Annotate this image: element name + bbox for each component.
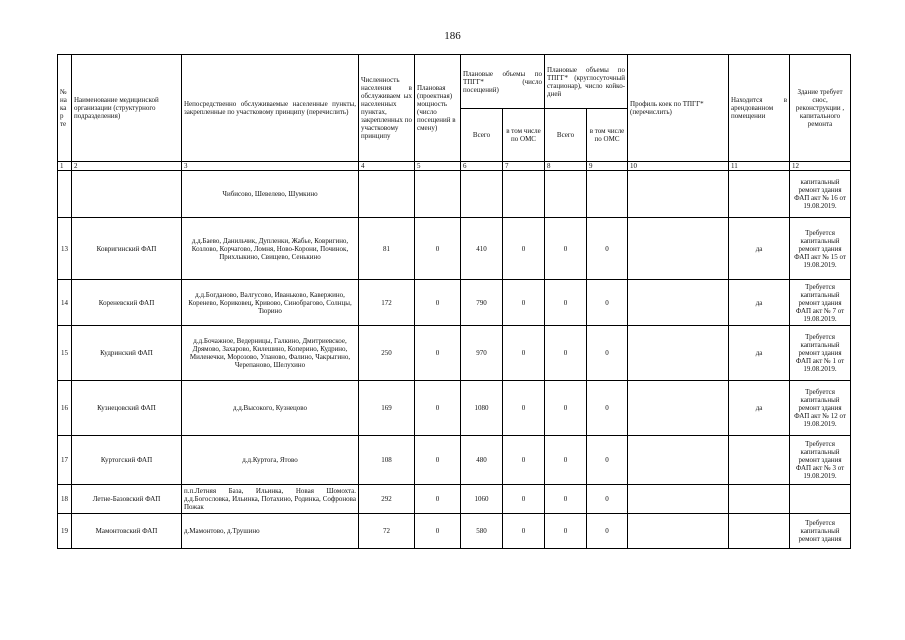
row-population: 292 <box>359 485 415 514</box>
row-building: Требуется капитальный ремонт здания ФАП акт № 7 от 19.08.2019. <box>790 280 851 326</box>
header-row <box>58 55 851 109</box>
row-beds-oms: 0 <box>587 280 628 326</box>
col-number: 3 <box>182 162 359 171</box>
row-rented: да <box>729 280 790 326</box>
header-settlements: Непосредственно обслуживаемые населенные пункты, закрепленные по участковому принципу (перечислить) <box>182 55 359 162</box>
header-visits-oms: в том числе по ОМС <box>503 109 545 162</box>
row-building: капитальный ремонт здания ФАП акт № 16 от 19.08.2019. <box>790 171 851 218</box>
col-number: 4 <box>359 162 415 171</box>
row-population: 172 <box>359 280 415 326</box>
row-org: Летне-Базовский ФАП <box>72 485 182 514</box>
row-visits-total: 410 <box>461 218 503 280</box>
header-visits-total: Всего <box>461 109 503 162</box>
row-building: Требуется капитальный ремонт здания ФАП акт № 3 от 19.08.2019. <box>790 436 851 485</box>
row-visits-total: 580 <box>461 514 503 549</box>
row-visits-oms: 0 <box>503 218 545 280</box>
row-population: 169 <box>359 381 415 436</box>
row-settlements: п.п.Летняя База, Ильинка, Новая Шомохта. д.д.Богословка, Ильинка, Потахино, Родинка, Софронова Пожак <box>182 485 359 514</box>
row-rented <box>729 436 790 485</box>
row-beds-oms <box>587 171 628 218</box>
col-number: 10 <box>628 162 729 171</box>
table-row <box>58 326 851 381</box>
row-org: Мамонтовский ФАП <box>72 514 182 549</box>
row-beds-oms: 0 <box>587 436 628 485</box>
col-number: 1 <box>58 162 72 171</box>
row-rented: да <box>729 218 790 280</box>
row-profile <box>628 514 729 549</box>
row-num: 13 <box>58 218 72 280</box>
header-visits-group: Плановые объемы по ТПГГ* (число посещений) <box>461 55 545 109</box>
row-beds-oms: 0 <box>587 218 628 280</box>
row-beds-oms: 0 <box>587 381 628 436</box>
header-beds-oms: в том числе по ОМС <box>587 109 628 162</box>
row-capacity: 0 <box>415 514 461 549</box>
table-row <box>58 514 851 549</box>
row-beds-total: 0 <box>545 514 587 549</box>
row-population: 108 <box>359 436 415 485</box>
col-number: 2 <box>72 162 182 171</box>
col-number: 5 <box>415 162 461 171</box>
header-capacity: Плановая (проектная) мощность (число посещений в смену) <box>415 55 461 162</box>
row-visits-total: 970 <box>461 326 503 381</box>
row-capacity: 0 <box>415 381 461 436</box>
row-beds-total: 0 <box>545 280 587 326</box>
table-row <box>58 381 851 436</box>
row-visits-oms: 0 <box>503 326 545 381</box>
header-rented: Находится в арендованном помещении <box>729 55 790 162</box>
row-capacity: 0 <box>415 280 461 326</box>
header-org: Наименование медицинской организации (структурного подразделения) <box>72 55 182 162</box>
row-rented <box>729 171 790 218</box>
row-org: Кузнецовский ФАП <box>72 381 182 436</box>
row-beds-total: 0 <box>545 381 587 436</box>
table-row <box>58 171 851 218</box>
header-building: Здание требует снос, реконструкции , капитального ремонта <box>790 55 851 162</box>
row-capacity: 0 <box>415 218 461 280</box>
row-settlements: д.д.Баево, Данильчик, Дупленки, Жабье, Ковригино, Козлово, Корчагово, Ломня, Ново-Корони, Починок, Прихлыкино, Свищево, Сенькино <box>182 218 359 280</box>
row-beds-total <box>545 171 587 218</box>
row-num: 17 <box>58 436 72 485</box>
row-visits-oms: 0 <box>503 280 545 326</box>
header-beds-total: Всего <box>545 109 587 162</box>
row-capacity: 0 <box>415 485 461 514</box>
row-num: 16 <box>58 381 72 436</box>
col-number: 11 <box>729 162 790 171</box>
row-num: 14 <box>58 280 72 326</box>
row-rented <box>729 514 790 549</box>
row-beds-total: 0 <box>545 218 587 280</box>
row-visits-total: 480 <box>461 436 503 485</box>
row-settlements: д.д.Высокого, Кузнецово <box>182 381 359 436</box>
row-settlements: д.д.Богданово, Валгусово, Иваньково, Кавержино, Коренево, Кориковец, Кривово, Синобрагово, Солнцы, Тюрино <box>182 280 359 326</box>
row-profile <box>628 326 729 381</box>
row-visits-oms: 0 <box>503 485 545 514</box>
row-org: Кореневский ФАП <box>72 280 182 326</box>
col-number: 7 <box>503 162 545 171</box>
row-settlements: д.д.Бочажное, Ведерницы, Галкино, Дмитриевское, Дрямово, Захарово, Килешино, Коперино, Кудрино, Миленечки, Морозово, Уланово, Фалино, Чакрыгино, Черепаново, Шелухино <box>182 326 359 381</box>
row-visits-total <box>461 171 503 218</box>
row-visits-total: 1060 <box>461 485 503 514</box>
table-row <box>58 436 851 485</box>
row-profile <box>628 485 729 514</box>
row-population: 250 <box>359 326 415 381</box>
row-visits-oms <box>503 171 545 218</box>
col-number: 8 <box>545 162 587 171</box>
row-capacity <box>415 171 461 218</box>
row-capacity: 0 <box>415 326 461 381</box>
row-profile <box>628 218 729 280</box>
row-building: Требуется капитальный ремонт здания ФАП акт № 12 от 19.08.2019. <box>790 381 851 436</box>
row-visits-total: 1080 <box>461 381 503 436</box>
row-num: 15 <box>58 326 72 381</box>
row-profile <box>628 436 729 485</box>
row-capacity: 0 <box>415 436 461 485</box>
row-population: 72 <box>359 514 415 549</box>
row-population <box>359 171 415 218</box>
row-beds-oms: 0 <box>587 326 628 381</box>
header-num: № на кар те <box>58 55 72 162</box>
row-org <box>72 171 182 218</box>
row-visits-total: 790 <box>461 280 503 326</box>
row-visits-oms: 0 <box>503 436 545 485</box>
facilities-table <box>57 54 851 549</box>
row-beds-oms: 0 <box>587 514 628 549</box>
column-number-row <box>58 162 851 171</box>
row-visits-oms: 0 <box>503 514 545 549</box>
row-org: Куртогский ФАП <box>72 436 182 485</box>
row-population: 81 <box>359 218 415 280</box>
row-num: 18 <box>58 485 72 514</box>
header-population: Численность населения в обслуживаем ых населенных пунктах, закрепленных по участковому принципу <box>359 55 415 162</box>
header-beds-group: Плановые объемы по ТПГГ* (круглосуточный стационар), число койко-дней <box>545 55 628 109</box>
table-row <box>58 280 851 326</box>
row-beds-total: 0 <box>545 326 587 381</box>
row-profile <box>628 381 729 436</box>
header-profile: Профиль коек по ТПГГ* (перечислить) <box>628 55 729 162</box>
row-num: 19 <box>58 514 72 549</box>
page-number: 186 <box>444 30 461 42</box>
row-rented: да <box>729 381 790 436</box>
row-building <box>790 485 851 514</box>
row-visits-oms: 0 <box>503 381 545 436</box>
row-profile <box>628 171 729 218</box>
row-rented <box>729 485 790 514</box>
row-beds-oms: 0 <box>587 485 628 514</box>
row-rented: да <box>729 326 790 381</box>
col-number: 9 <box>587 162 628 171</box>
row-building: Требуется капитальный ремонт здания ФАП акт № 15 от 19.08.2019. <box>790 218 851 280</box>
row-settlements: д.д.Куртога, Ятово <box>182 436 359 485</box>
row-num <box>58 171 72 218</box>
row-settlements: Чибисово, Шевелево, Шумкино <box>182 171 359 218</box>
row-building: Требуется капитальный ремонт здания ФАП акт № 1 от 19.08.2019. <box>790 326 851 381</box>
row-org: Ковригинский ФАП <box>72 218 182 280</box>
row-building: Требуется капитальный ремонт здания <box>790 514 851 549</box>
row-profile <box>628 280 729 326</box>
col-number: 12 <box>790 162 851 171</box>
col-number: 6 <box>461 162 503 171</box>
row-beds-total: 0 <box>545 485 587 514</box>
row-org: Кудринский ФАП <box>72 326 182 381</box>
table-row <box>58 485 851 514</box>
table-row <box>58 218 851 280</box>
row-settlements: д.Мамонтово, д.Трушино <box>182 514 359 549</box>
row-beds-total: 0 <box>545 436 587 485</box>
